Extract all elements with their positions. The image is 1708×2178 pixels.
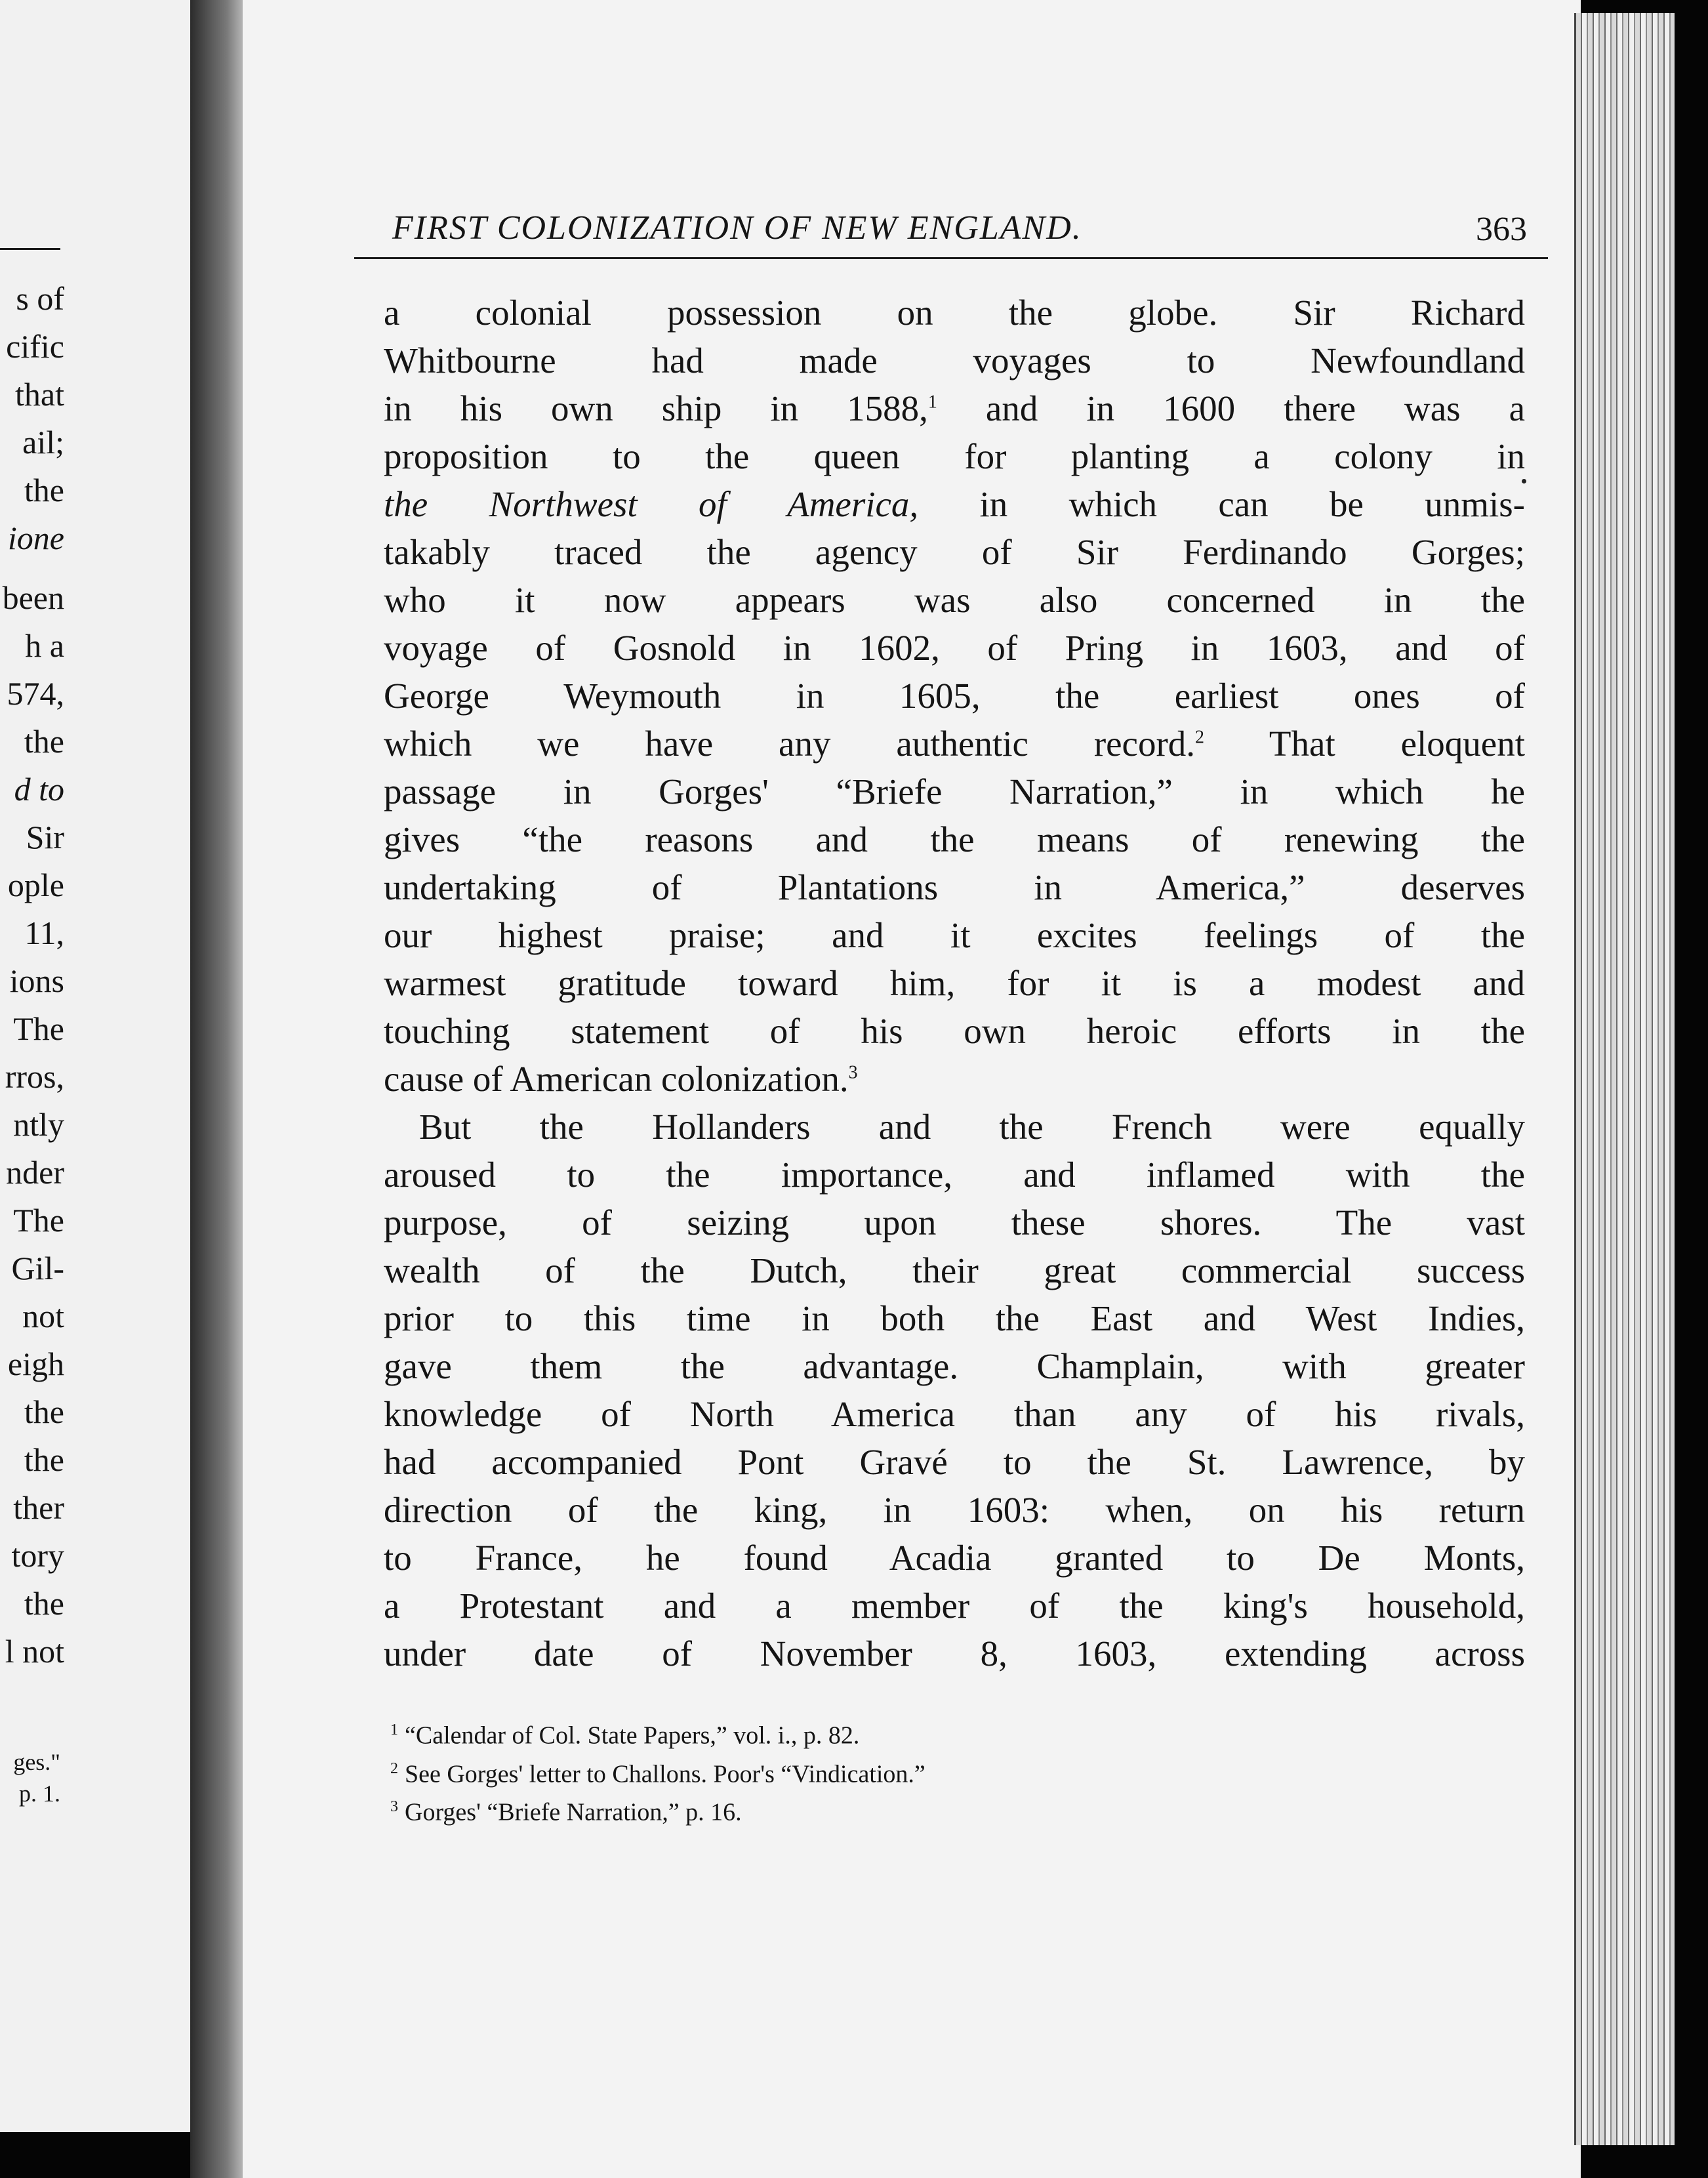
left-text-fragment: ione	[7, 520, 64, 556]
left-footnote-fragment: p. 1.	[19, 1780, 60, 1807]
text-line: under date of November 8, 1603, extending across	[384, 1634, 1525, 1674]
left-text-fragment: cific	[6, 328, 64, 365]
text-line: passage in Gorges' “Briefe Narration,” in which he	[384, 771, 1525, 812]
footnote-ref-2: 2	[1195, 727, 1205, 748]
header-rule	[354, 257, 1548, 259]
footnote	[390, 1752, 1374, 1791]
footnotes	[390, 1714, 1374, 1829]
left-page-rule	[0, 248, 60, 250]
left-text-fragment: The	[13, 1202, 64, 1239]
text-line: wealth of the Dutch, their great commercial success	[384, 1250, 1525, 1290]
text-line	[384, 720, 1525, 768]
text-line: proposition to the queen for planting a colony in	[384, 436, 1525, 476]
footnote-mark: 2	[390, 1759, 398, 1777]
text-line: to France, he found Acadia granted to De Monts,	[384, 1538, 1525, 1578]
current-page	[243, 0, 1581, 2178]
previous-page-fragment	[0, 0, 190, 2132]
page-edges	[1574, 13, 1675, 2145]
left-text-fragment: the	[24, 1585, 64, 1622]
left-text-fragment: 11,	[24, 914, 64, 951]
text-line	[384, 1055, 1525, 1103]
left-text-fragment: not	[22, 1298, 64, 1334]
text-line: aroused to the importance, and inflamed with the	[384, 1155, 1525, 1195]
text-line: undertaking of Plantations in America,” deserves	[384, 867, 1525, 907]
left-text-fragment: ail;	[22, 424, 64, 461]
left-text-fragment: ions	[9, 962, 64, 999]
text-line: takably traced the agency of Sir Ferdinando Gorges;	[384, 532, 1525, 572]
left-text-fragment: ther	[13, 1489, 64, 1526]
footnote	[390, 1714, 1374, 1752]
left-text-fragment: nder	[6, 1154, 64, 1191]
footnote-ref-3: 3	[848, 1062, 858, 1083]
left-text-fragment: s of	[16, 280, 64, 317]
left-text-fragment: Gil-	[11, 1250, 64, 1286]
left-text-fragment: the	[24, 1393, 64, 1430]
left-footnote-fragment: ges."	[13, 1749, 60, 1775]
footnote-mark: 3	[390, 1798, 398, 1816]
text-line: gives “the reasons and the means of renewing the	[384, 819, 1525, 859]
running-head	[392, 209, 1547, 251]
text-line: a Protestant and a member of the king's household,	[384, 1586, 1525, 1626]
left-text-fragment: that	[15, 376, 64, 413]
text-line: gave them the advantage. Champlain, with greater	[384, 1346, 1525, 1386]
text-fragment: in which can be unmis-	[918, 484, 1525, 524]
text-line: knowledge of North America than any of his rivals,	[384, 1394, 1525, 1434]
running-title: FIRST COLONIZATION OF NEW ENGLAND.	[392, 209, 1082, 247]
footnote	[390, 1790, 1374, 1829]
text-fragment: which we have any authentic record.	[384, 724, 1196, 764]
left-text-fragment: h a	[25, 627, 64, 664]
left-text-fragment: The	[13, 1010, 64, 1047]
left-text-fragment: ntly	[13, 1106, 64, 1143]
left-text-fragment: l not	[5, 1633, 64, 1670]
page-number: 363	[1476, 211, 1527, 248]
footnote-text: See Gorges' letter to Challons. Poor's “Vindication.”	[405, 1760, 925, 1788]
text-line: warmest gratitude toward him, for it is a modest and	[384, 963, 1525, 1003]
footnote-text: Gorges' “Briefe Narration,” p. 16.	[405, 1798, 742, 1826]
text-line: Whitbourne had made voyages to Newfoundland	[384, 340, 1525, 380]
left-text-fragment: the	[24, 1441, 64, 1478]
body-text	[384, 289, 1525, 1677]
text-line: voyage of Gosnold in 1602, of Pring in 1603, and of	[384, 628, 1525, 668]
left-text-fragment: rros,	[5, 1058, 64, 1095]
left-text-fragment: ople	[7, 867, 64, 903]
left-text-fragment: the	[24, 723, 64, 760]
text-line: a colonial possession on the globe. Sir Richard	[384, 293, 1525, 333]
text-line: But the Hollanders and the French were equally	[419, 1107, 1525, 1147]
book-gutter	[190, 0, 243, 2178]
left-text-fragment: 574,	[7, 675, 64, 712]
footnote-ref-1: 1	[927, 392, 937, 413]
italic-phrase: the Northwest of America,	[384, 484, 919, 524]
footnote-text: “Calendar of Col. State Papers,” vol. i., p. 82.	[405, 1721, 860, 1750]
text-fragment: in his own ship in 1588,	[384, 388, 928, 428]
left-text-fragment: the	[24, 472, 64, 508]
text-line	[384, 480, 1525, 528]
text-fragment: That eloquent	[1204, 724, 1525, 764]
text-line: our highest praise; and it excites feelings of the	[384, 915, 1525, 955]
text-line	[384, 384, 1525, 432]
text-fragment: and in 1600 there was a	[937, 388, 1525, 428]
text-line: George Weymouth in 1605, the earliest ones of	[384, 676, 1525, 716]
left-text-fragment: eigh	[7, 1346, 64, 1382]
text-line: who it now appears was also concerned in the	[384, 580, 1525, 620]
left-text-fragment: been	[2, 579, 64, 616]
footnote-mark: 1	[390, 1721, 398, 1738]
left-text-fragment: Sir	[26, 819, 64, 855]
text-fragment: cause of American colonization.	[384, 1059, 849, 1099]
left-text-fragment: d to	[14, 771, 64, 808]
text-line: purpose, of seizing upon these shores. The vast	[384, 1202, 1525, 1243]
text-line: prior to this time in both the East and West Indies,	[384, 1298, 1525, 1338]
left-text-fragment: tory	[11, 1537, 64, 1574]
text-line: direction of the king, in 1603: when, on his return	[384, 1490, 1525, 1530]
text-line: had accompanied Pont Gravé to the St. Lawrence, by	[384, 1442, 1525, 1482]
text-line: touching statement of his own heroic efforts in the	[384, 1011, 1525, 1051]
